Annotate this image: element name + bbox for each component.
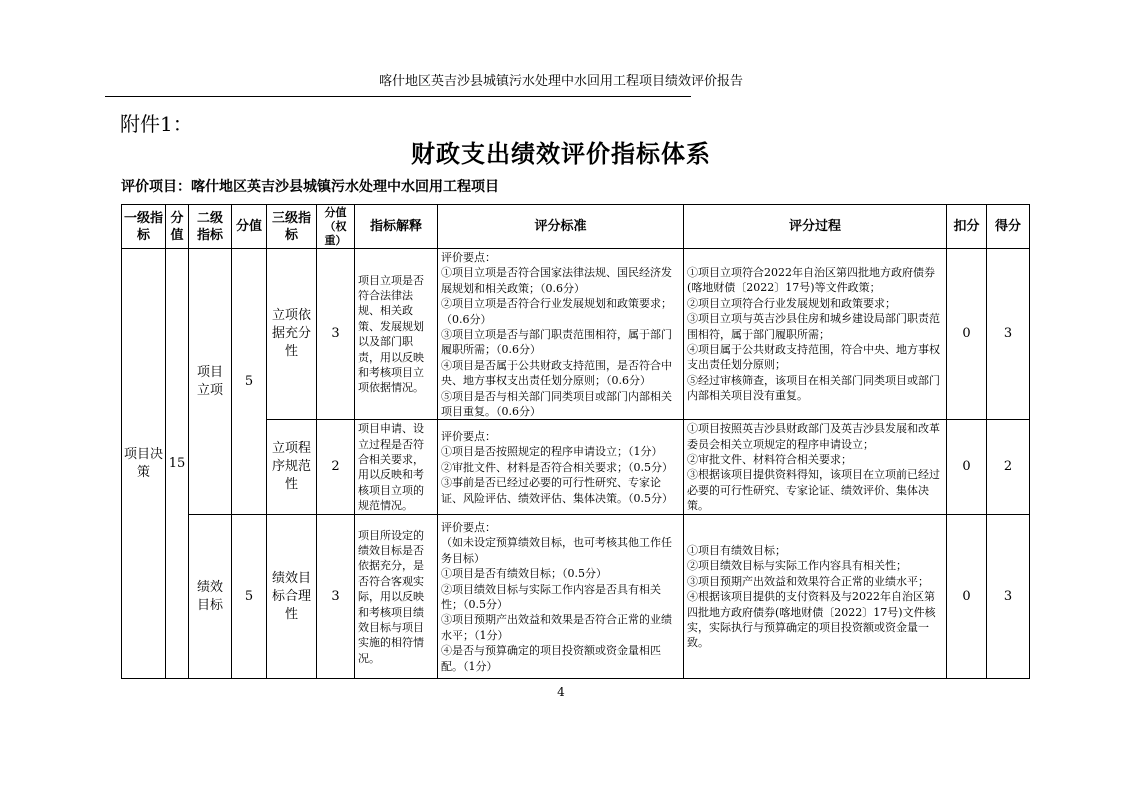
- criteria-line: ③项目立项是否与部门职责范围相符，属于部门履职所需；（0.6分）: [441, 328, 672, 357]
- col-header-deduct: 扣分: [947, 205, 987, 249]
- process-line: ①项目有绩效目标；: [687, 544, 786, 558]
- weight-value: 3: [317, 249, 355, 420]
- criteria-line: ①项目是否按照规定的程序申请设立；（1分）: [441, 445, 663, 459]
- page-number: 4: [557, 685, 565, 699]
- process-line: ④根据该项目提供的支付资料及与2022年自治区第四批地方政府债券(喀地财债〔2022〕17号)文件核实，实际执行与预算确定的项目投资额或资金量一致。: [687, 590, 936, 650]
- header-rule: [105, 96, 691, 97]
- criteria-line: ③项目预期产出效益和效果是否符合正常的业绩水平；（1分）: [441, 613, 672, 642]
- scoring-criteria: [438, 249, 684, 420]
- indicator-explanation: 项目立项是否符合法律法规、相关政策、发展规划以及部门职责，用以反映和考核项目立项依据情况。: [355, 249, 438, 420]
- process-line: ①项目按照英吉沙县财政部门及英吉沙县发展和改革委员会相关立项规定的程序申请设立；: [687, 422, 940, 451]
- process-line: ②项目绩效目标与实际工作内容具有相关性；: [687, 559, 907, 573]
- col-header-score: 得分: [987, 205, 1030, 249]
- col-header-process: 评分过程: [684, 205, 947, 249]
- indicator-table: [121, 204, 1030, 679]
- attachment-label: 附件1：: [120, 112, 193, 136]
- criteria-line: ①项目立项是否符合国家法律法规、国民经济发展规划和相关政策；（0.6分）: [441, 266, 672, 295]
- process-line: ③项目预期产出效益和效果符合正常的业绩水平；: [687, 574, 929, 588]
- level2-name: 项目立项: [189, 249, 232, 515]
- criteria-line: ②项目立项是否符合行业发展规划和政策要求；（0.6分）: [441, 297, 672, 326]
- criteria-line: （如未设定预算绩效目标，也可考核其他工作任务目标）: [441, 536, 672, 565]
- process-line: ⑤经过审核筛查，该项目在相关部门同类项目或部门内部相关项目没有重复。: [687, 373, 940, 403]
- criteria-line: ④是否与预算确定的项目投资额或资金量相匹配。（1分）: [441, 644, 661, 673]
- col-header-explanation: 指标解释: [355, 205, 438, 249]
- level2-name: 绩效目标: [189, 515, 232, 679]
- table-header-row: [122, 205, 1030, 249]
- level3-name: 立项程序规范性: [267, 420, 317, 515]
- deduct-value: 0: [947, 249, 987, 420]
- criteria-line: ③事前是否已经过必要的可行性研究、专家论证、风险评估、绩效评估、集体决策。（0.5分）: [441, 476, 673, 505]
- score-value: 3: [987, 249, 1030, 420]
- scoring-process: [684, 515, 947, 679]
- col-header-score2: 分值: [232, 205, 267, 249]
- criteria-line: ①项目是否有绩效目标；（0.5分）: [441, 567, 607, 581]
- report-header: 喀什地区英吉沙县城镇污水处理中水回用工程项目绩效评价报告: [378, 74, 743, 89]
- level3-name: 立项依据充分性: [267, 249, 317, 420]
- criteria-line: 评价要点：: [441, 251, 496, 264]
- weight-value: 3: [317, 515, 355, 679]
- criteria-line: ④项目是否属于公共财政支持范围，是否符合中央、地方事权支出责任划分原则；（0.6分）: [441, 358, 672, 388]
- criteria-line: ⑤项目是否与相关部门同类项目或部门内部相关项目重复。（0.6分）: [441, 389, 672, 419]
- level2-score: 5: [232, 249, 267, 515]
- level2-score: 5: [232, 515, 267, 679]
- indicator-explanation: 项目所设定的绩效目标是否依据充分，是否符合客观实际，用以反映和考核项目绩效目标与项目实施的相符情况。: [355, 515, 438, 679]
- col-header-level2: 二级指标: [189, 205, 232, 249]
- col-header-weight: 分值（权重）: [317, 205, 355, 249]
- score-value: 3: [987, 515, 1030, 679]
- level1-name: 项目决策: [122, 249, 166, 679]
- process-line: ③项目立项与英吉沙县住房和城乡建设局部门职责范围相符，属于部门履职所需；: [687, 312, 940, 341]
- criteria-line: ②审批文件、材料是否符合相关要求；（0.5分）: [441, 460, 673, 474]
- indicator-explanation: 项目申请、设立过程是否符合相关要求，用以反映和考核项目立项的规范情况。: [355, 420, 438, 515]
- col-header-score1: 分值: [166, 205, 189, 249]
- score-value: 2: [987, 420, 1030, 515]
- process-line: ④项目属于公共财政支持范围，符合中央、地方事权支出责任划分原则；: [687, 342, 940, 372]
- table-row: [122, 515, 1030, 679]
- scoring-criteria: [438, 515, 684, 679]
- deduct-value: 0: [947, 515, 987, 679]
- process-line: ②项目立项符合行业发展规划和政策要求；: [687, 296, 896, 310]
- process-line: ①项目立项符合2022年自治区第四批地方政府债券(喀地财债〔2022〕17号)等文件政策；: [687, 265, 935, 295]
- col-header-level1: 一级指标: [122, 205, 166, 249]
- level1-score: 15: [166, 249, 189, 679]
- process-line: ③根据该项目提供资料得知，该项目在立项前已经过必要的可行性研究、专家论证、绩效评价、集体决策。: [687, 468, 940, 513]
- scoring-process: [684, 420, 947, 515]
- deduct-value: 0: [947, 420, 987, 515]
- col-header-criteria: 评分标准: [438, 205, 684, 249]
- col-header-level3: 三级指标: [267, 205, 317, 249]
- criteria-line: 评价要点：: [441, 520, 496, 534]
- weight-value: 2: [317, 420, 355, 515]
- process-line: ②审批文件、材料符合相关要求；: [687, 453, 852, 467]
- table-row: [122, 249, 1030, 420]
- document-title: 财政支出绩效评价指标体系: [411, 139, 711, 168]
- criteria-line: ②项目绩效目标与实际工作内容是否具有相关性；（0.5分）: [441, 582, 661, 611]
- level3-name: 绩效目标合理性: [267, 515, 317, 679]
- scoring-criteria: [438, 420, 684, 515]
- criteria-line: 评价要点：: [441, 429, 496, 443]
- evaluation-project: 评价项目：喀什地区英吉沙县城镇污水处理中水回用工程项目: [121, 179, 499, 195]
- scoring-process: [684, 249, 947, 420]
